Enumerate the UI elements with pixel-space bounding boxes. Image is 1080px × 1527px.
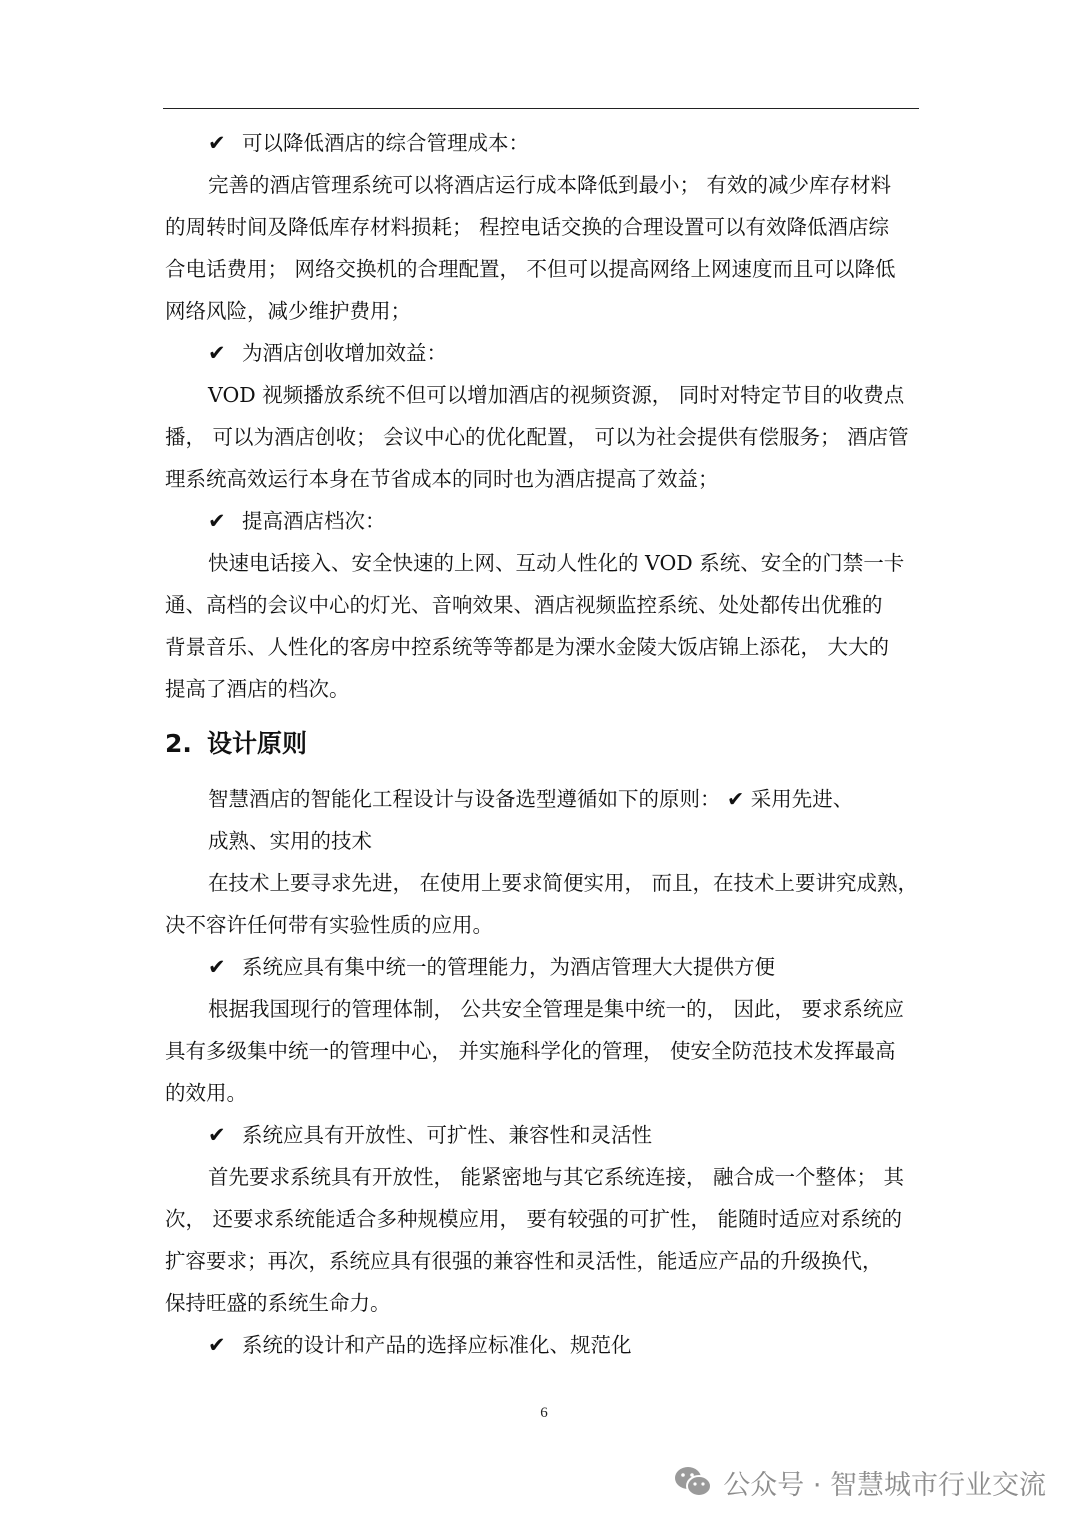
checklist-item: [165, 332, 917, 374]
checkmark-icon: ✔: [208, 509, 226, 533]
paragraph-line: 在技术上要寻求先进， 在使用上要求简便实用， 而且，在技术上要讲究成熟，: [208, 871, 919, 895]
document-body: [165, 122, 917, 1366]
section-number: 2.: [165, 729, 192, 758]
checkmark-icon: ✔: [208, 1333, 226, 1357]
paragraph-line: 智慧酒店的智能化工程设计与设备选型遵循如下的原则： ✔ 采用先进、: [208, 787, 854, 811]
paragraph-line: 理系统高效运行本身在节省成本的同时也为酒店提高了效益；: [165, 467, 719, 491]
paragraph-line: 快速电话接入、安全快速的上网、互动人性化的 VOD 系统、安全的门禁一卡: [208, 551, 905, 575]
paragraph-line: 决不容许任何带有实验性质的应用。: [165, 913, 493, 937]
paragraph-line: 合电话费用； 网络交换机的合理配置， 不但可以提高网络上网速度而且可以降低: [165, 257, 896, 281]
paragraph-line: 扩容要求；再次，系统应具有很强的兼容性和灵活性，能适应产品的升级换代，: [165, 1249, 883, 1273]
checklist-item-text: 系统的设计和产品的选择应标准化、规范化: [242, 1333, 632, 1357]
paragraph-line: 次， 还要求系统能适合多种规模应用， 要有较强的可扩性， 能随时适应对系统的: [165, 1207, 903, 1231]
checklist-item: [165, 1114, 917, 1156]
checklist-item: [165, 1324, 917, 1366]
checklist-item-text: 提高酒店档次：: [242, 509, 386, 533]
paragraph-line: 完善的酒店管理系统可以将酒店运行成本降低到最小； 有效的减少库存材料: [208, 173, 892, 197]
watermark-text: 公众号 · 智慧城市行业交流: [723, 1469, 1046, 1501]
paragraph-line: 提高了酒店的档次。: [165, 677, 350, 701]
paragraph-line: 的效用。: [165, 1081, 247, 1105]
checklist-item: [165, 500, 917, 542]
paragraph-line: 保持旺盛的系统生命力。: [165, 1291, 391, 1315]
header-rule: [163, 108, 919, 109]
section-heading: [165, 714, 917, 774]
checklist-item: [165, 946, 917, 988]
checklist-item-text: 可以降低酒店的综合管理成本：: [242, 131, 529, 155]
checklist-item-text: 为酒店创收增加效益：: [242, 341, 447, 365]
paragraph-line: 具有多级集中统一的管理中心， 并实施科学化的管理， 使安全防范技术发挥最高: [165, 1039, 896, 1063]
checklist-item-text: 系统应具有开放性、可扩性、兼容性和灵活性: [242, 1123, 652, 1147]
paragraph-line: 播， 可以为酒店创收； 会议中心的优化配置， 可以为社会提供有偿服务； 酒店管: [165, 425, 909, 449]
checkmark-icon: ✔: [208, 341, 226, 365]
paragraph-line: 的周转时间及降低库存材料损耗； 程控电话交换的合理设置可以有效降低酒店综: [165, 215, 890, 239]
paragraph-line: 背景音乐、人性化的客房中控系统等等都是为溧水金陵大饭店锦上添花， 大大的: [165, 635, 890, 659]
wechat-icon: [673, 1465, 713, 1499]
checkmark-icon: ✔: [208, 131, 226, 155]
paragraph-line: 通、高档的会议中心的灯光、音响效果、酒店视频监控系统、处处都传出优雅的: [165, 593, 883, 617]
section-title: 设计原则: [207, 729, 308, 758]
paragraph-line: 网络风险，减少维护费用；: [165, 299, 411, 323]
checklist-item-text: 系统应具有集中统一的管理能力，为酒店管理大大提供方便: [242, 955, 775, 979]
checkmark-icon: ✔: [208, 955, 226, 979]
checkmark-icon: ✔: [208, 1123, 226, 1147]
paragraph-line: 成熟、实用的技术: [208, 829, 372, 853]
watermark: [673, 1460, 1046, 1504]
paragraph-line: VOD 视频播放系统不但可以增加酒店的视频资源， 同时对特定节目的收费点: [208, 383, 905, 407]
page-number: 6: [540, 1405, 548, 1421]
checklist-item: [165, 122, 917, 164]
paragraph-line: 首先要求系统具有开放性， 能紧密地与其它系统连接， 融合成一个整体； 其: [208, 1165, 905, 1189]
paragraph-line: 根据我国现行的管理体制， 公共安全管理是集中统一的， 因此， 要求系统应: [208, 997, 905, 1021]
